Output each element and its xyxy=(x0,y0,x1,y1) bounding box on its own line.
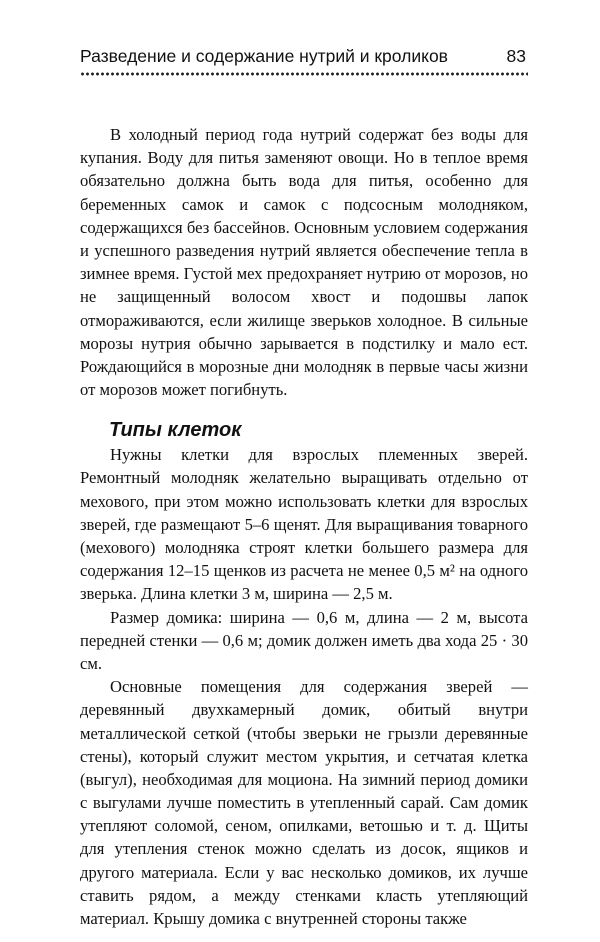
page-number: 83 xyxy=(506,46,526,66)
body-text xyxy=(80,123,528,930)
running-head xyxy=(80,44,528,74)
section-heading: Типы клеток xyxy=(109,419,242,442)
running-head-title: Разведение и содержание нутрий и кроликов xyxy=(80,46,448,66)
paragraph-3: Размер домика: ширина — 0,6 м, длина — 2 м, высота передней стенки — 0,6 м; домик должен иметь два хода 25 · 30 см. xyxy=(80,607,528,673)
header-dotted-rule xyxy=(80,71,528,77)
paragraph-4: Основные помещения для содержания зверей — деревянный двухкамерный домик, обитый внутри металлической сеткой (чтобы зверьки не грызли деревянные стены), который служит местом укрытия, и сетчатая клетка (выгул), необходимая для моциона. На зимний период домики с выгулами лучше поместить в утепленный сарай. Сам домик утепляют соломой, сеном, опилками, ветошью и т. д. Щиты для утепления стенок можно сделать из досок, ящиков и другого материала. Если у вас несколько домиков, их лучше ставить рядом, а между стенками класть утепляющий материал. Крышу домика с внутренней стороны также xyxy=(80,677,528,928)
paragraph-1: В холодный период года нутрий содержат без воды для купания. Воду для питья заменяют овощи. Но в теплое время обязательно должна быть вода для питья, особенно для беременных самок и самок с подсосным молодняком, содержащихся без бассейнов. Основным условием содержания и успешного разведения нутрий является обеспечение тепла в зимнее время. Густой мех предохраняет нутрию от морозов, но не защищенный волосом хвост и подошвы лапок отмораживаются, если жилище зверьков холодное. В сильные морозы нутрия обычно зарывается в подстилку и мало ест. Рождающийся в морозные дни молодняк в первые часы жизни от морозов может погибнуть. xyxy=(80,125,528,400)
paragraph-2: Нужны клетки для взрослых племенных зверей. Ремонтный молодняк желательно выращивать отдельно от мехового, при этом можно использовать клетки для взрослых зверей, где размещают 5–6 щенят. Для выращивания товарного (мехового) молодняка строят клетки большего размера для содержания 12–15 щенков из расчета не менее 0,5 м² на одного зверька. Длина клетки 3 м, ширина — 2,5 м. xyxy=(80,445,528,604)
